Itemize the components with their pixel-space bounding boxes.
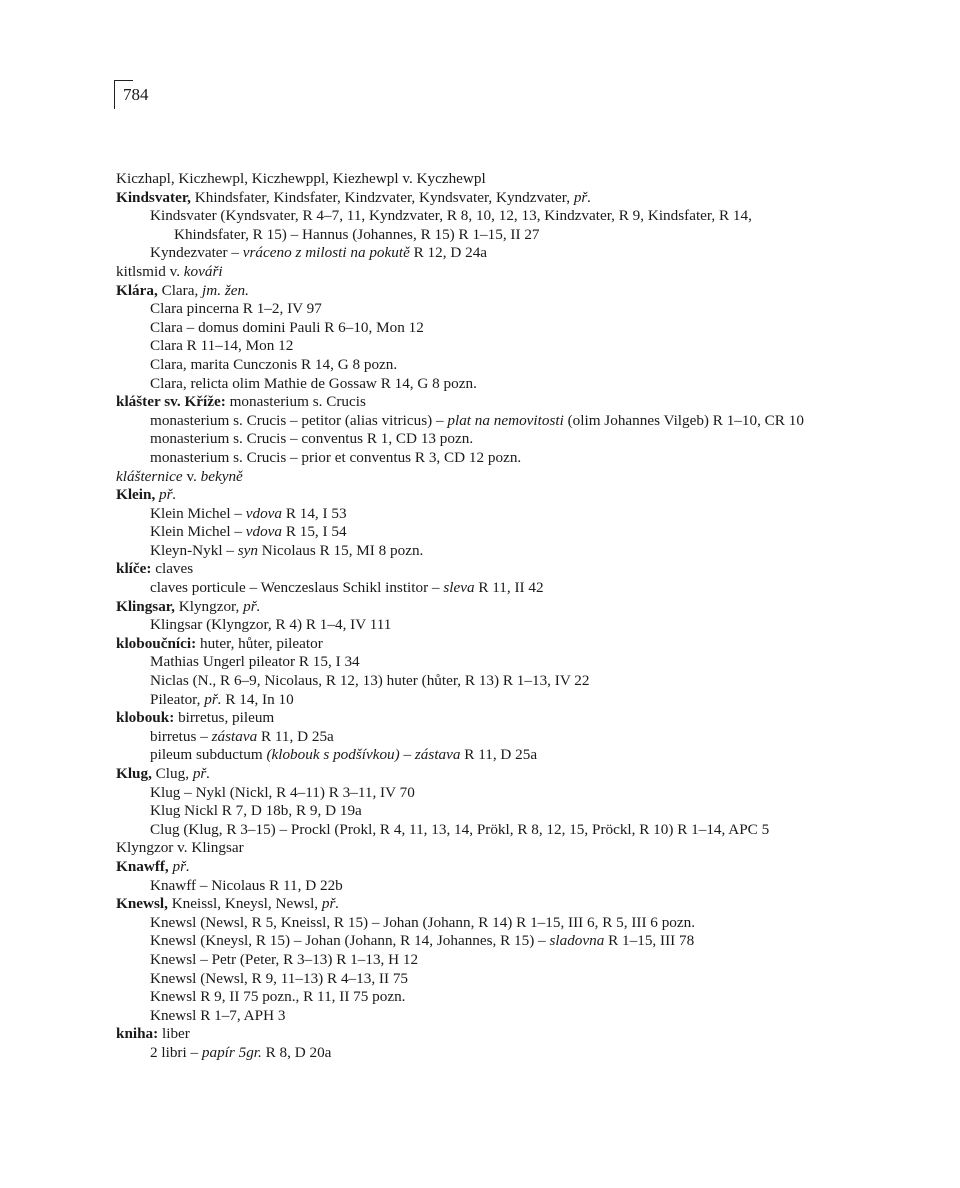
entry-text: Klug – Nykl (Nickl, R 4–11) R 3–11, IV 70 xyxy=(150,783,415,801)
headword: kloboučníci: xyxy=(116,634,197,652)
entry-text: Knawff – Nicolaus R 11, D 22b xyxy=(150,876,343,894)
index-subentry-line xyxy=(116,746,856,765)
italic-note: př. xyxy=(172,857,190,875)
italic-note: sladovna xyxy=(549,932,605,950)
entry-text: Klingsar (Klyngzor, R 4) R 1–4, IV 111 xyxy=(150,616,392,634)
index-subentry-line xyxy=(116,821,856,840)
italic-note: papír 5gr. xyxy=(201,1043,262,1061)
index-subentry-line xyxy=(116,579,856,598)
headword: Klingsar, xyxy=(116,597,175,615)
index-subentry-line xyxy=(116,207,856,226)
headword: Knawff, xyxy=(116,857,169,875)
index-subentry-line xyxy=(116,226,856,245)
index-headword-line xyxy=(116,170,856,189)
index-headword-line xyxy=(116,635,856,654)
entry-text: pileum subductum xyxy=(150,746,267,764)
index-subentry-line xyxy=(116,523,856,542)
entry-reference: (olim Johannes Vilgeb) R 1–10, CR 10 xyxy=(563,411,804,429)
italic-note: př. xyxy=(192,765,211,782)
entry-text: Clara – domus domini Pauli R 6–10, Mon 12 xyxy=(150,318,424,336)
entry-text: Knewsl – Petr (Peter, R 3–13) R 1–13, H 12 xyxy=(150,950,419,968)
entry-reference: R 14, In 10 xyxy=(221,690,294,708)
index-headword-line xyxy=(116,486,856,505)
index-subentry-line xyxy=(116,356,856,375)
index-subentry-line xyxy=(116,319,856,338)
entry-reference: R 11, II 42 xyxy=(474,579,544,597)
entry-reference: Nicolaus R 15, MI 8 pozn. xyxy=(258,541,424,559)
entry-text: Klug Nickl R 7, D 18b, R 9, D 19a xyxy=(150,802,362,820)
index-subentry-line xyxy=(116,988,856,1007)
headword: Knewsl, xyxy=(116,895,168,913)
index-headword-line xyxy=(116,709,856,728)
index-headword-line xyxy=(116,598,856,617)
index-subentry-line xyxy=(116,932,856,951)
index-headword-line xyxy=(116,189,856,208)
italic-note: bekyně xyxy=(200,467,243,485)
index-headword-line xyxy=(116,560,856,579)
headword: klášter sv. Kříže: xyxy=(116,393,226,411)
entry-text: Clara, relicta olim Mathie de Gossaw R 14, G 8 pozn. xyxy=(150,374,477,392)
index-subentry-line xyxy=(116,691,856,710)
italic-note: př. xyxy=(159,486,177,504)
entry-text: monasterium s. Crucis xyxy=(225,393,366,411)
index-subentry-line xyxy=(116,616,856,635)
index-subentry-line xyxy=(116,672,856,691)
entry-reference: R 1–15, III 78 xyxy=(604,932,695,950)
italic-note: př. xyxy=(204,690,222,708)
italic-note: vdova xyxy=(245,523,283,541)
entry-text: Knewsl (Kneysl, R 15) – Johan (Johann, R 14, Johannes, R 15) – xyxy=(150,932,550,950)
headword: klobouk: xyxy=(116,709,175,727)
italic-note: (klobouk s podšívkou) – zástava xyxy=(266,746,461,764)
index-headword-line xyxy=(116,282,856,301)
entry-text: Kindsvater (Kyndsvater, R 4–7, 11, Kyndzvater, R 8, 10, 12, 13, Kindzvater, R 9, Kindsfater, R 14, xyxy=(150,207,752,225)
index-headword-line xyxy=(116,393,856,412)
entry-text: Kleyn-Nykl – xyxy=(150,541,238,559)
entry-text: Pileator, xyxy=(150,690,205,708)
entry-text: monasterium s. Crucis – petitor (alias vitricus) – xyxy=(150,411,448,429)
entry-text: 2 libri – xyxy=(150,1043,202,1061)
italic-note: sleva xyxy=(443,579,475,597)
entry-text: birretus – xyxy=(150,727,212,745)
index-subentry-line xyxy=(116,1007,856,1026)
entry-text: Klyngzor v. Klingsar xyxy=(116,839,244,857)
index-subentry-line xyxy=(116,802,856,821)
index-subentry-line xyxy=(116,300,856,319)
entry-reference: R 11, D 25a xyxy=(257,727,334,745)
entry-text: Knewsl R 1–7, APH 3 xyxy=(150,1006,286,1024)
index-headword-line xyxy=(116,765,856,784)
index-subentry-line xyxy=(116,728,856,747)
entry-reference: R 12, D 24a xyxy=(409,244,488,262)
entry-text: claves xyxy=(151,560,194,578)
index-subentry-line xyxy=(116,1044,856,1063)
headword: Klug, xyxy=(116,765,152,782)
index-subentry-line xyxy=(116,430,856,449)
italic-note: př. xyxy=(243,597,261,615)
index-subentry-line xyxy=(116,542,856,561)
entry-text: huter, hůter, pileator xyxy=(196,634,323,652)
index-subentry-line xyxy=(116,653,856,672)
index-subentry-line xyxy=(116,244,856,263)
index-subentry-line xyxy=(116,914,856,933)
entry-text: Niclas (N., R 6–9, Nicolaus, R 12, 13) huter (hůter, R 13) R 1–13, IV 22 xyxy=(150,672,590,690)
headword: Klein, xyxy=(116,486,156,504)
index-headword-line xyxy=(116,1025,856,1044)
headword: Klára, xyxy=(116,281,158,299)
entry-text: Kiczhapl, Kiczhewpl, Kiczhewppl, Kiezhewpl v. Kyczhewpl xyxy=(116,170,486,187)
entry-reference: R 8, D 20a xyxy=(261,1043,332,1061)
italic-note: kováři xyxy=(183,262,223,280)
entry-text: Kyndezvater – xyxy=(150,244,243,262)
italic-note: syn xyxy=(237,541,258,559)
headword: kniha: xyxy=(116,1025,159,1043)
entry-reference: R 14, I 53 xyxy=(282,504,347,522)
entry-text: Clug (Klug, R 3–15) – Prockl (Prokl, R 4, 11, 13, 14, Prökl, R 8, 12, 15, Pröckl, R 10) R 1–14, APC 5 xyxy=(150,820,770,838)
index-subentry-line xyxy=(116,337,856,356)
entry-text: Klein Michel – xyxy=(150,504,246,522)
italic-note: jm. žen. xyxy=(202,281,249,299)
index-subentry-line xyxy=(116,784,856,803)
index-subentry-line xyxy=(116,412,856,431)
entry-text: Klein Michel – xyxy=(150,523,246,541)
entry-text: Mathias Ungerl pileator R 15, I 34 xyxy=(150,653,360,671)
index-subentry-line xyxy=(116,951,856,970)
italic-note: př. xyxy=(321,895,340,913)
index-subentry-line xyxy=(116,505,856,524)
italic-note: vdova xyxy=(245,504,283,522)
italic-note: př. xyxy=(573,188,592,206)
entry-text: kitlsmid v. xyxy=(116,262,184,280)
index-headword-line xyxy=(116,895,856,914)
entry-text: Clara, xyxy=(157,281,203,299)
headword: klíče: xyxy=(116,560,152,578)
entry-text: Klyngzor, xyxy=(174,597,244,615)
entry-text: Khindsfater, Kindsfater, Kindzvater, Kyndsvater, Kyndzvater, xyxy=(190,188,574,206)
entry-text: claves porticule – Wenczeslaus Schikl institor – xyxy=(150,579,444,597)
entry-text: liber xyxy=(158,1025,190,1043)
italic-note: vráceno z milosti na pokutě xyxy=(242,244,410,262)
index-subentry-line xyxy=(116,970,856,989)
entry-text: Clara R 11–14, Mon 12 xyxy=(150,337,294,355)
entry-text: Clug, xyxy=(151,765,193,782)
entry-text: Kneissl, Kneysl, Newsl, xyxy=(167,895,322,913)
page-number: 784 xyxy=(123,85,149,104)
entry-text: monasterium s. Crucis – conventus R 1, CD 13 pozn. xyxy=(150,430,474,448)
italic-note: zástava xyxy=(211,727,258,745)
entry-text: Knewsl R 9, II 75 pozn., R 11, II 75 pozn. xyxy=(150,988,406,1006)
index-entries xyxy=(116,170,856,1063)
entry-text: birretus, pileum xyxy=(174,709,275,727)
headword: Kindsvater, xyxy=(116,188,191,206)
entry-text: Knewsl (Newsl, R 5, Kneissl, R 15) – Johan (Johann, R 14) R 1–15, III 6, R 5, III 6 pozn. xyxy=(150,913,696,931)
entry-reference: R 15, I 54 xyxy=(282,523,347,541)
index-headword-line xyxy=(116,858,856,877)
index-subentry-line xyxy=(116,375,856,394)
entry-text: v. xyxy=(182,467,201,485)
entry-text: monasterium s. Crucis – prior et conventus R 3, CD 12 pozn. xyxy=(150,448,522,466)
index-headword-line xyxy=(116,839,856,858)
italic-term: klášternice xyxy=(116,467,183,485)
entry-text: Clara, marita Cunczonis R 14, G 8 pozn. xyxy=(150,355,398,373)
entry-text: Khindsfater, R 15) – Hannus (Johannes, R 15) R 1–15, II 27 xyxy=(174,225,540,243)
index-subentry-line xyxy=(116,877,856,896)
index-headword-line xyxy=(116,468,856,487)
italic-note: plat na nemovitosti xyxy=(447,411,564,429)
entry-text: Clara pincerna R 1–2, IV 97 xyxy=(150,300,322,318)
index-subentry-line xyxy=(116,449,856,468)
index-headword-line xyxy=(116,263,856,282)
entry-reference: R 11, D 25a xyxy=(460,746,538,764)
entry-text: Knewsl (Newsl, R 9, 11–13) R 4–13, II 75 xyxy=(150,969,409,987)
